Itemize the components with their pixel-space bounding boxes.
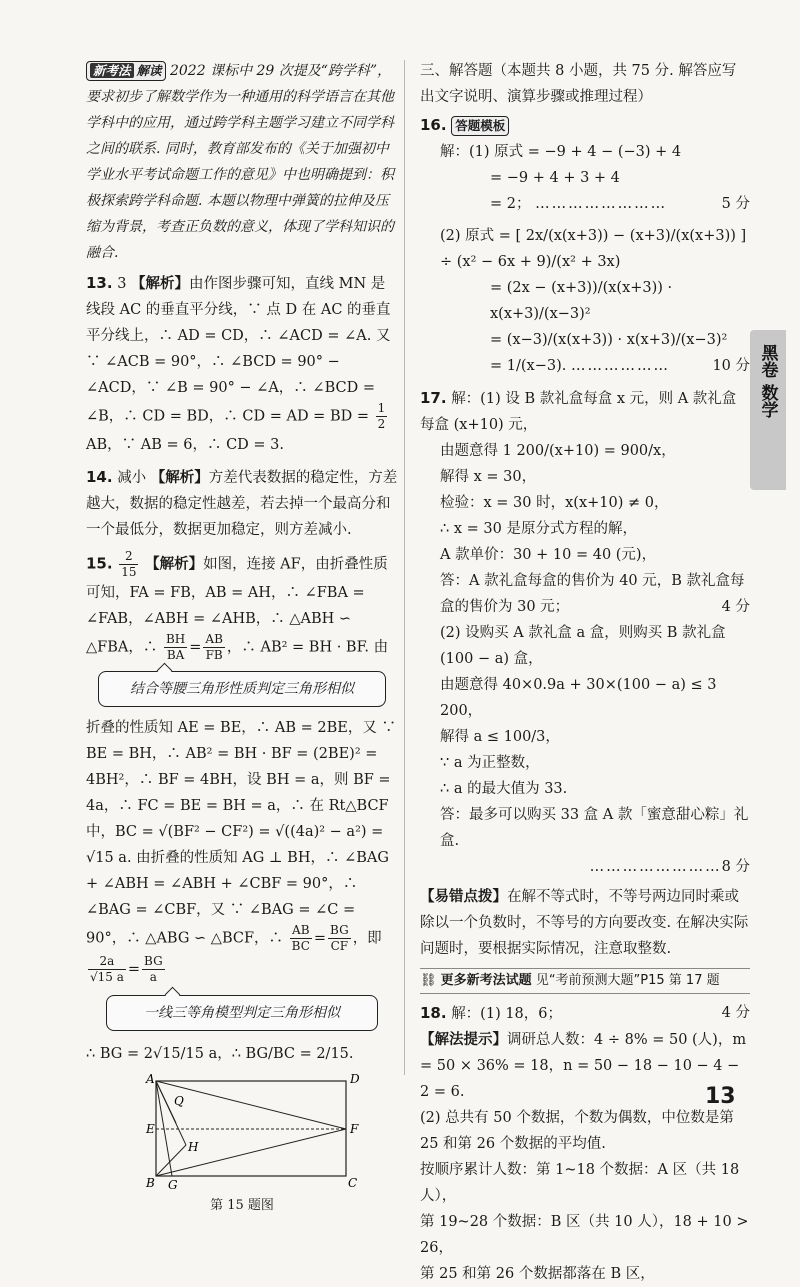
q16-header: 16. 答题模板 — [420, 112, 750, 139]
intro-text: 2022 课标中 29 次提及“跨学科”，要求初步了解数学作为一种通用的科学语言在其他学科中的应用，通过跨学科主题学习建立不同学科之间的联系. 同时，教育部发布的《关于加强初中学业水平考试命题工作的意见》中也明确提到：积极探索跨学科命题. 本题以物理中弹簧的拉伸及压缩为背景，考查正负数的意义，体现了学科知识的融合. — [86, 63, 394, 261]
new-method-tag: 新考法 解读 — [86, 61, 166, 81]
label-Q: Q — [174, 1094, 184, 1108]
label-F: F — [350, 1122, 359, 1136]
figure-caption: 第 15 题图 — [210, 1198, 274, 1213]
label-H: H — [188, 1140, 199, 1154]
q13: 13. 3 【解析】由作图步骤可知，直线 MN 是线段 AC 的垂直平分线，∵ 点 D 在 AC 的垂直平分线上，∴ AD = CD，∴ ∠ACD = ∠A. 又 ∵ ∠ACB = 90°，∴ ∠BCD = 90° − ∠ACD，∵ ∠B = 90° − ∠A，∴ ∠BCD = ∠B，∴ CD = BD，∴ CD = AD = BD = $\frac{1}{2}$ AB，∵ AB = 6，∴ CD = 3. — [86, 274, 391, 453]
q14: 14. 减小 【解析】方差代表数据的稳定性，方差越大，数据的稳定性越差，若去掉一个最高分和一个最低分，数据更加稳定，则方差减小. — [86, 468, 398, 538]
q17: 17. 解：(1) 设 B 款礼盒每盒 x 元，则 A 款礼盒每盒 (x+10) 元， — [420, 389, 737, 433]
q15-cont: 折叠的性质知 AE = BE，∴ AB = 2BE，又 ∵ BE = BH，∴ AB² = BH · BF = (2BE)² = 4BH²，∴ BF = 4BH，设 BH = a，则 BF = 4a，∴ FC = BE = BH = a，∴ 在 Rt△BCF 中，BC = √(BF² − CF²) = √((4a)² − a²) = √15 a. 由折叠的性质知 AG ⊥ BH，∴ ∠BAG + ∠ABH = ∠ABH + ∠CBF = 90°，∴ ∠BAG = ∠CBF，又 ∵ ∠BAG = ∠C = 90°，∴ △ABG ∽ △BCF，∴ $\frac{AB}{BC}$ = $\frac{BG}{CF}$ ，即 $\frac{2a}{√15 a}$ = $\frac{BG}{a}$ — [86, 720, 396, 984]
right-column: 三、解答题（本题共 8 小题，共 75 分. 解答应写出文字说明、演算步骤或推理过程） 16. 答题模板 解：(1) 原式 = −9 + 4 − (−3) + 4 = −9 + 4 + 3 + 4 = 2； …………………… 5 分 (2) 原式 = [ 2x/(x(x+3)) − (x+3)/(x(x+3)) ] ÷ (x² − 6x + 9)/(x² + 3x) = (2x − (x+3))/(x(x+3)) · x(x+3)/(x−3)² = (x−3)/(x(x+3)) · x(x+3)/(x−3)² = 1/(x−3). ……………… 10 分 17. 解：(1) 设 B 款礼盒每盒 x 元，则 A 款礼盒每盒 (x+10) 元， 由题意得 1 200/(x+10) = 900/x， 解得 x = 30， 检验：x = 30 时，x(x+10) ≠ 0， ∴ x = 30 是原分式方程的解， A 款单价：30 + 10 = 40 (元)， 答：A 款礼盒每盒的售价为 40 元，B 款礼盒每盒的售价为 30 元； 4 分 (2) 设购买 A 款礼盒 a 盒，则购买 B 款礼盒 (100 − a) 盒， 由题意得 40×0.9a + 30×(100 − a) ≤ 3 200， 解得 a ≤ 100/3， ∵ a 为正整数， ∴ a 的最大值为 33. 答：最多可以购买 33 盒 A 款「蜜意甜心粽」礼盒. ……………………8 分 【易错点拨】在解不等式时，不等号两边同时乘或除以一个负数时，不等号的方向要改变. 在解决实际问题时，要根据实际情况，注意取整数. ⛓ 更多新考法试题 见“考前预测大题”P15 第 17 题 18. 解：(1) 18，6； 4 分 【解法提示】调研总人数：4 ÷ 8% = 50 (人)，m = 50 × 36% = 18，n = 50 − 18 − 10 − 4 − 2 = 6. (2) 总共有 50 个数据，个数为偶数，中位数是第 25 和第 26 个数据的平均值. 按顺序累计人数：第 1~18 个数据：A 区（共 18 人）， 第 19~28 个数据：B 区（共 10 人），18 + 10 > 26， 第 25 和第 26 个数据都落在 B 区， — [420, 58, 750, 1287]
q13-text: 由作图步骤可知，直线 MN 是线段 AC 的垂直平分线，∵ 点 D 在 AC 的垂直平分线上，∴ AD = CD，∴ ∠ACD = ∠A. 又 ∵ ∠ACB = 90°，∴ ∠BCD = 90° − ∠ACD，∵ ∠B = 90° − ∠A，∴ ∠BCD = ∠B，∴ CD = BD，∴ CD = AD = BD = — [86, 276, 391, 425]
intro-note — [86, 58, 398, 266]
label-B: B — [146, 1176, 155, 1190]
q15: 15. $\frac{2}{15}$ 【解析】如图，连接 AF，由折叠性质可知，FA = FB，AB = AH，∴ ∠FBA = ∠FAB，∠ABH = ∠AHB，∴ △ABH ∽ △FBA，∴ $\frac{BH}{BA}$ = $\frac{AB}{FB}$ ，∴ AB² = BH · BF. 由 — [86, 549, 389, 662]
q15-result: ∴ BG = 2√15/15 a，∴ BG/BC = 2/15. — [86, 1046, 354, 1062]
column-divider — [404, 60, 405, 1075]
more-questions-bar[interactable]: ⛓ 更多新考法试题 见“考前预测大题”P15 第 17 题 — [420, 968, 750, 994]
q15-figure — [116, 1073, 366, 1193]
label-A: A — [146, 1073, 155, 1086]
left-column — [86, 58, 398, 1219]
score-10: 10 分 — [712, 358, 750, 374]
page-number: 13 — [705, 1084, 736, 1109]
side-tab: 黑卷 数学 — [750, 330, 786, 490]
label-G: G — [168, 1178, 178, 1192]
half-fraction: $\frac{1}{2}$ — [377, 401, 386, 431]
label-E: E — [146, 1122, 155, 1136]
score-5: 5 分 — [721, 196, 750, 212]
section-3-title: 三、解答题（本题共 8 小题，共 75 分. 解答应写出文字说明、演算步骤或推理过程） — [420, 63, 737, 105]
callout-three-angle: 一线三等角模型判定三角形相似 — [106, 995, 378, 1031]
label-C: C — [348, 1176, 358, 1190]
label-D: D — [350, 1073, 360, 1086]
q18: 18. 解：(1) 18，6； 4 分 — [420, 1004, 750, 1022]
link-icon: ⛓ — [420, 973, 437, 988]
callout-isosceles: 结合等腰三角形性质判定三角形相似 — [98, 671, 386, 707]
error-tip: 【易错点拨】在解不等式时，不等号两边同时乘或除以一个负数时，不等号的方向要改变. 在解决实际问题时，要根据实际情况，注意取整数. — [420, 888, 749, 957]
answer-template-tag: 答题模板 — [451, 116, 509, 136]
q15-answer: $\frac{2}{15}$ — [121, 549, 137, 579]
q14-text: 方差代表数据的稳定性，方差越大，数据的稳定性越差，若去掉一个最高分和一个最低分，数据更加稳定，则方差减小. — [86, 470, 398, 538]
